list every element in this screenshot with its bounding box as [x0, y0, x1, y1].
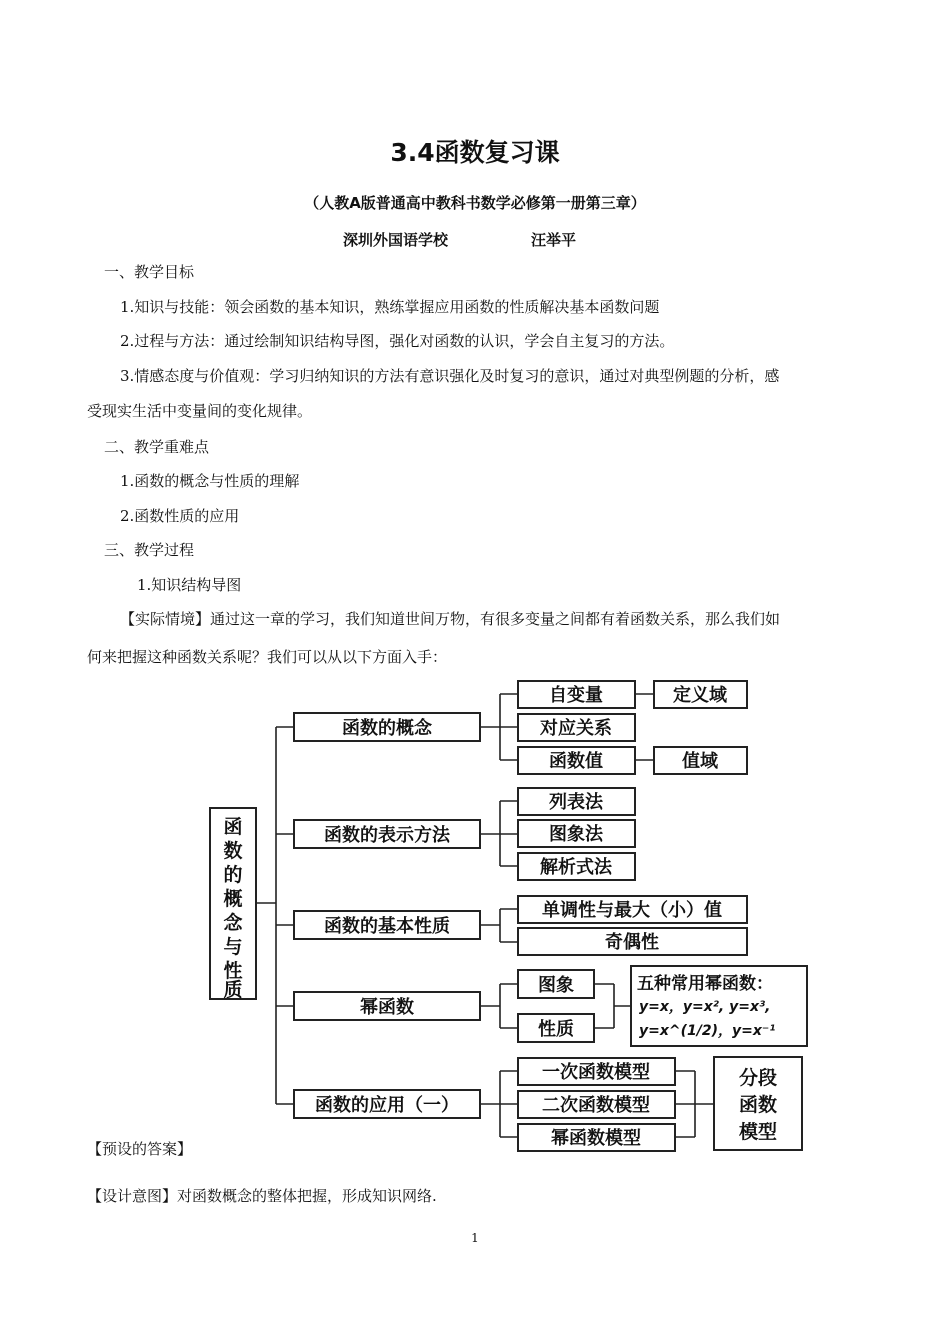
svg-text:二次函数模型: 二次函数模型: [542, 1095, 650, 1116]
root-label: [223, 815, 243, 1001]
svg-text:定义域: 定义域: [673, 685, 727, 706]
svg-text:分段: 分段: [738, 1067, 778, 1089]
svg-text:性质: 性质: [538, 1019, 574, 1040]
svg-text:值域: 值域: [682, 751, 718, 772]
page-title: 3.4函数复习课: [390, 138, 560, 167]
section-heading-process: 三、教学过程: [104, 541, 195, 559]
preset-answer-label: 【预设的答案】: [87, 1140, 193, 1158]
svg-text:质: 质: [223, 979, 243, 1001]
svg-text:数: 数: [223, 840, 243, 862]
svg-text:函数: 函数: [738, 1094, 778, 1116]
svg-text:图象: 图象: [538, 975, 574, 996]
process-subheading: 1.知识结构导图: [137, 576, 242, 594]
svg-text:一次函数模型: 一次函数模型: [542, 1062, 650, 1083]
subtitle: （人教A版普通高中教科书数学必修第一册第三章）: [304, 194, 646, 212]
power-note-formulas-1: y=x，y=x², y=x³,: [639, 999, 771, 1015]
svg-text:奇偶性: 奇偶性: [605, 932, 659, 953]
keypoint-item: 1.函数的概念与性质的理解: [120, 472, 300, 490]
section-heading-keypoints: 二、教学重难点: [104, 438, 210, 456]
svg-text:函: 函: [223, 816, 243, 838]
goal-item: 2.过程与方法：通过绘制知识结构导图，强化对函数的认识，学会自主复习的方法。: [120, 332, 675, 350]
branch-power-function-label: 幂函数: [360, 997, 414, 1018]
situation-paragraph-continued: 何来把握这种函数关系呢？我们可以从以下方面入手：: [87, 648, 448, 666]
svg-text:幂函数模型: 幂函数模型: [551, 1128, 641, 1149]
keypoint-item: 2.函数性质的应用: [120, 507, 240, 525]
power-note-heading: 五种常用幂函数：: [637, 974, 773, 994]
branch-concept-label: 函数的概念: [342, 718, 432, 739]
svg-text:的: 的: [223, 864, 243, 886]
goal-item: 3.情感态度与价值观：学习归纳知识的方法有意识强化及时复习的意识，通过对典型例题的分析，感: [120, 367, 780, 385]
svg-text:单调性与最大（小）值: 单调性与最大（小）值: [542, 900, 722, 921]
knowledge-mindmap: [0, 670, 950, 1160]
author-school: 深圳外国语学校: [343, 231, 449, 249]
situation-paragraph: 【实际情境】通过这一章的学习，我们知道世间万物，有很多变量之间都有着函数关系，那么我们如: [120, 610, 781, 628]
goal-item-continued: 受现实生活中变量间的变化规律。: [87, 402, 313, 420]
svg-text:解析式法: 解析式法: [540, 857, 612, 878]
branch-properties-label: 函数的基本性质: [324, 916, 450, 937]
svg-text:函数值: 函数值: [549, 751, 603, 772]
svg-text:念: 念: [223, 912, 243, 934]
svg-text:性: 性: [223, 960, 243, 982]
branch-application-label: 函数的应用（一）: [315, 1095, 459, 1116]
section-heading-goals: 一、教学目标: [104, 263, 195, 281]
svg-text:模型: 模型: [738, 1121, 778, 1143]
svg-text:概: 概: [223, 888, 243, 910]
design-intent: 【设计意图】对函数概念的整体把握，形成知识网络.: [87, 1187, 437, 1205]
svg-text:与: 与: [223, 936, 243, 958]
author-name: 汪举平: [531, 231, 577, 249]
goal-item: 1.知识与技能：领会函数的基本知识，熟练掌握应用函数的性质解决基本函数问题: [120, 298, 660, 316]
svg-text:图象法: 图象法: [549, 824, 603, 845]
svg-text:列表法: 列表法: [549, 792, 603, 813]
branch-representation-label: 函数的表示方法: [324, 825, 450, 846]
page-number: 1: [471, 1231, 479, 1245]
power-note-formulas-2: y=x^(1/2)，y=x⁻¹: [639, 1023, 776, 1039]
svg-text:对应关系: 对应关系: [540, 718, 612, 739]
svg-text:自变量: 自变量: [549, 685, 603, 706]
